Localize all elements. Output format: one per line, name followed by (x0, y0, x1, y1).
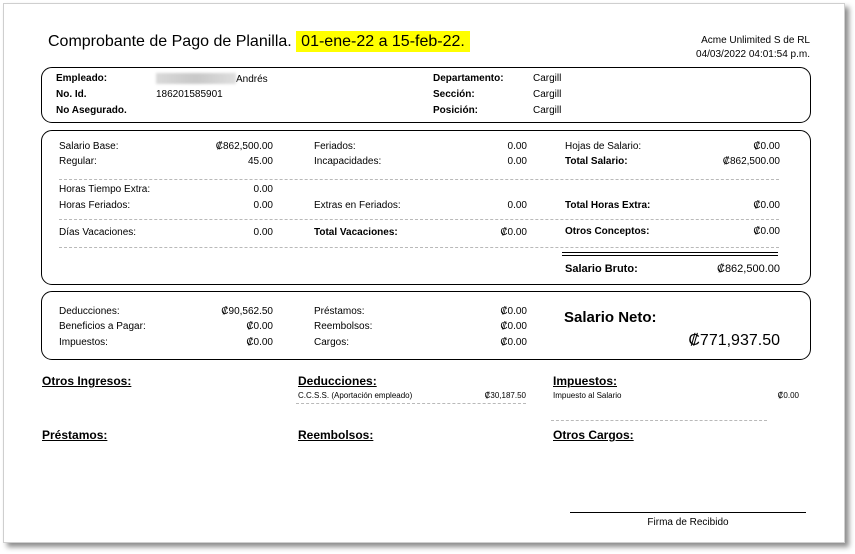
cargos-label: Cargos: (314, 337, 350, 348)
posicion-label: Posición: (433, 105, 479, 116)
horas-feriados-value: 0.00 (253, 200, 273, 211)
impuesto-salario-label: Impuesto al Salario (553, 391, 622, 400)
total-vacaciones-value: ₡0.00 (500, 227, 527, 238)
separator-1 (59, 179, 779, 180)
beneficios-label: Beneficios a Pagar: (59, 321, 146, 332)
id-value: 186201585901 (156, 89, 223, 100)
empleado-label: Empleado: (56, 73, 108, 84)
impuestos-detail-title: Impuestos: (553, 374, 618, 388)
title-text: Comprobante de Pago de Planilla. (48, 33, 292, 50)
empleado-value: Andrés (156, 73, 268, 85)
impuesto-separator (551, 420, 767, 421)
hojas-salario-label: Hojas de Salario: (565, 141, 642, 152)
signature-line (570, 512, 806, 513)
departamento-label: Departamento: (433, 73, 504, 84)
salario-neto-label: Salario Neto: (564, 309, 657, 326)
redacted-name (156, 73, 236, 84)
asegurado-label: No Asegurado. (56, 105, 127, 116)
salario-neto-value: ₡771,937.50 (688, 332, 780, 349)
impuestos-value: ₡0.00 (246, 337, 273, 348)
seccion-value: Cargill (533, 89, 562, 100)
company-block (696, 34, 810, 62)
print-datetime: 04/03/2022 04:01:54 p.m. (696, 49, 810, 60)
extras-feriados-label: Extras en Feriados: (314, 200, 401, 211)
deducciones-value: ₡90,562.50 (221, 306, 273, 317)
total-horas-extra-label: Total Horas Extra: (565, 200, 651, 211)
horas-extra-label: Horas Tiempo Extra: (59, 184, 151, 195)
hojas-salario-value: ₡0.00 (753, 141, 780, 152)
total-salario-value: ₡862,500.00 (722, 156, 780, 167)
prestamos-detail-title: Préstamos: (42, 428, 108, 442)
otros-conceptos-label: Otros Conceptos: (565, 226, 650, 237)
cargos-value: ₡0.00 (500, 337, 527, 348)
ccss-label: C.C.S.S. (Aportación empleado) (298, 391, 413, 400)
separator-2 (59, 219, 779, 220)
departamento-value: Cargill (533, 73, 562, 84)
employee-box (41, 67, 811, 123)
id-label: No. Id. (56, 89, 87, 100)
otros-cargos-detail-title: Otros Cargos: (553, 428, 634, 442)
regular-value: 45.00 (247, 156, 273, 167)
feriados-label: Feriados: (314, 141, 356, 152)
salario-bruto-label: Salario Bruto: (565, 263, 638, 275)
total-vacaciones-label: Total Vacaciones: (314, 227, 398, 238)
regular-label: Regular: (59, 156, 97, 167)
payslip-page (3, 3, 845, 543)
earnings-box (41, 130, 811, 285)
horas-feriados-label: Horas Feriados: (59, 200, 131, 211)
dias-vacaciones-label: Días Vacaciones: (59, 227, 137, 238)
dias-vacaciones-value: 0.00 (253, 227, 273, 238)
beneficios-value: ₡0.00 (246, 321, 273, 332)
signature-label: Firma de Recibido (647, 517, 729, 528)
period-highlight: 01-ene-22 a 15-feb-22. (296, 31, 470, 52)
total-horas-extra-value: ₡0.00 (753, 200, 780, 211)
ccss-value: ₡30,187.50 (484, 391, 526, 400)
extras-feriados-value: 0.00 (507, 200, 527, 211)
prestamos-value: ₡0.00 (500, 306, 527, 317)
reembolsos-detail-title: Reembolsos: (298, 428, 374, 442)
salario-base-label: Salario Base: (59, 141, 119, 152)
seccion-label: Sección: (433, 89, 475, 100)
page-title (48, 33, 470, 51)
impuesto-salario-value: ₡0.00 (777, 391, 799, 400)
deductions-box (41, 291, 811, 360)
total-salario-label: Total Salario: (565, 156, 628, 167)
bruto-double-line (562, 252, 778, 256)
impuestos-label: Impuestos: (59, 337, 108, 348)
feriados-value: 0.00 (507, 141, 527, 152)
salario-bruto-value: ₡862,500.00 (717, 263, 780, 275)
reembolsos-value: ₡0.00 (500, 321, 527, 332)
deducciones-label: Deducciones: (59, 306, 120, 317)
deducciones-detail-title: Deducciones: (298, 374, 377, 388)
reembolsos-label: Reembolsos: (314, 321, 373, 332)
salario-base-value: ₡862,500.00 (215, 141, 273, 152)
separator-3 (59, 247, 779, 248)
otros-ingresos-title: Otros Ingresos: (42, 374, 132, 388)
posicion-value: Cargill (533, 105, 562, 116)
otros-conceptos-value: ₡0.00 (753, 226, 780, 237)
prestamos-label: Préstamos: (314, 306, 365, 317)
ccss-separator (296, 403, 526, 404)
incapacidades-label: Incapacidades: (314, 156, 382, 167)
company-name: Acme Unlimited S de RL (701, 35, 810, 46)
incapacidades-value: 0.00 (507, 156, 527, 167)
horas-extra-value: 0.00 (253, 184, 273, 195)
